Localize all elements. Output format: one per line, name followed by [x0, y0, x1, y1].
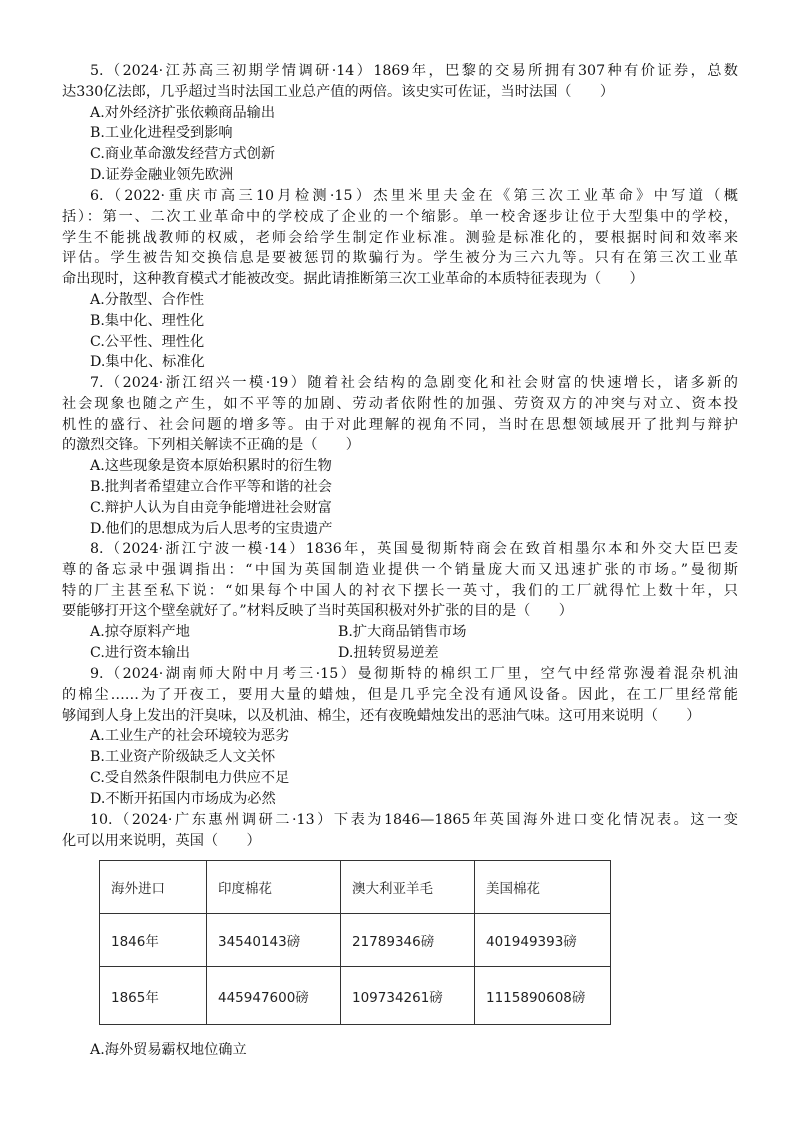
option-b: B.扩大商品销售市场: [338, 624, 467, 641]
table-cell: 34540143磅: [207, 914, 341, 967]
question-stem: 8.（2024·浙江宁波一模·14）1836年，英国曼彻斯特商会在致首相墨尔本和外交大臣巴麦: [90, 541, 738, 557]
question-stem: 机性的盛行、社会问题的增多等。由于对此理解的视角不同，当时在思想领域展开了批判与辩护: [62, 416, 738, 433]
option-a: A.工业生产的社会环境较为恶劣: [90, 728, 290, 745]
option-b: B.批判者希望建立合作平等和谐的社会: [90, 478, 332, 495]
option-d: D.证券金融业领先欧洲: [90, 166, 234, 183]
table-header-cell: 印度棉花: [207, 861, 341, 914]
table-cell: 1865年: [100, 967, 207, 1025]
question-stem: 命出现时，这种教育模式才能被改变。据此请推断第三次工业革命的本质特征表现为（ ）: [62, 271, 644, 288]
option-d: D.集中化、标准化: [90, 354, 205, 371]
question-9: [62, 664, 738, 810]
option-a: A.对外经济扩张依赖商品输出: [90, 104, 276, 121]
question-stem: 够闻到人身上发出的汗臭味，以及机油、棉尘，还有夜晚蜡烛发出的恶油气味。这可用来说明（ ）: [62, 707, 701, 724]
question-7: [62, 373, 738, 539]
question-10: [62, 810, 738, 852]
question-stem: 要能够打开这个壁垒就好了。”材料反映了当时英国积极对外扩张的目的是（ ）: [62, 603, 573, 620]
import-table: [99, 860, 611, 1025]
question-stem: 学生不能挑战教师的权威，老师会给学生制定作业标准。测验是标准化的，要根据时间和效率来: [62, 229, 738, 246]
table-row: [100, 914, 611, 967]
question-stem: 5.（2024·江苏高三初期学情调研·14）1869年，巴黎的交易所拥有307种有价证券，总数: [90, 63, 738, 79]
question-6: [62, 186, 738, 373]
option-b: B.工业化进程受到影响: [90, 125, 233, 142]
option-row: [62, 643, 738, 664]
table-cell: 1115890608磅: [475, 967, 611, 1025]
option-b: B.集中化、理性化: [90, 312, 205, 329]
table-header-cell: 美国棉花: [475, 861, 611, 914]
table-row: [100, 967, 611, 1025]
option-d: D.扭转贸易逆差: [338, 644, 439, 661]
question-stem: 9.（2024·湖南师大附中月考三·15）曼彻斯特的棉织工厂里，空气中经常弥漫着混杂机油: [90, 666, 738, 682]
question-stem: 6.（2022·重庆市高三10月检测·15）杰里米里夫金在《第三次工业革命》中写道（概: [90, 188, 738, 204]
option-b: B.工业资产阶级缺乏人文关怀: [90, 749, 276, 766]
question-5: [62, 61, 738, 186]
option-a: A.分散型、合作性: [90, 291, 205, 308]
table-cell: 1846年: [100, 914, 207, 967]
option-a: A.这些现象是资本原始积累时的衍生物: [90, 458, 332, 475]
table-cell: 445947600磅: [207, 967, 341, 1025]
option-row: [62, 622, 738, 643]
question-stem: 的激烈交锋。下列相关解读不正确的是（ ）: [62, 437, 360, 454]
option-c: C.辩护人认为自由竞争能增进社会财富: [90, 499, 332, 516]
question-stem: 评估。学生被告知交换信息是要被惩罚的欺骗行为。学生被分为三六九等。只有在第三次工业革: [62, 250, 738, 267]
option-c: C.商业革命激发经营方式创新: [90, 146, 276, 163]
option-a: A.海外贸易霸权地位确立: [90, 1042, 247, 1058]
question-stem: 7.（2024·浙江绍兴一模·19）随着社会结构的急剧变化和社会财富的快速增长，诸多新的: [90, 375, 738, 391]
question-8: [62, 539, 738, 664]
question-stem: 尊的备忘录中强调指出：“中国为英国制造业提供一个销量庞大而又迅速扩张的市场。”曼彻斯: [62, 561, 738, 578]
question-stem: 特的厂主甚至私下说：“如果每个中国人的衬衣下摆长一英寸，我们的工厂就得忙上数十年，只: [62, 582, 738, 599]
question-stem: 10.（2024·广东惠州调研二·13）下表为1846—1865年英国海外进口变化情况表。这一变: [90, 812, 738, 828]
question-stem: 社会现象也随之产生，如不平等的加剧、劳动者依附性的加强、劳资双方的冲突与对立、资本投: [62, 395, 738, 412]
table-header-row: [100, 861, 611, 914]
option-c: C.受自然条件限制电力供应不足: [90, 769, 290, 786]
question-stem: 括）：第一、二次工业革命中的学校成了企业的一个缩影。单一校舍逐步让位于大型集中的学校，: [62, 208, 738, 225]
table-cell: 21789346磅: [341, 914, 475, 967]
question-stem: 达330亿法郎，几乎超过当时法国工业总产值的两倍。该史实可佐证，当时法国（ ）: [62, 83, 615, 100]
table-cell: 109734261磅: [341, 967, 475, 1025]
question-10-options: [62, 1040, 738, 1061]
option-c: C.进行资本输出: [90, 644, 190, 661]
question-stem: 化可以用来说明，英国（ ）: [62, 832, 261, 849]
option-c: C.公平性、理性化: [90, 333, 205, 350]
table-header-cell: 澳大利亚羊毛: [341, 861, 475, 914]
option-a: A.掠夺原料产地: [90, 624, 190, 641]
question-stem: 的棉尘……为了开夜工，要用大量的蜡烛，但是几乎完全没有通风设备。因此，在工厂里经常能: [62, 686, 738, 703]
table-cell: 401949393磅: [475, 914, 611, 967]
option-d: D.不断开拓国内市场成为必然: [90, 790, 276, 807]
table-header-cell: 海外进口: [100, 861, 207, 914]
option-d: D.他们的思想成为后人思考的宝贵遗产: [90, 520, 333, 537]
